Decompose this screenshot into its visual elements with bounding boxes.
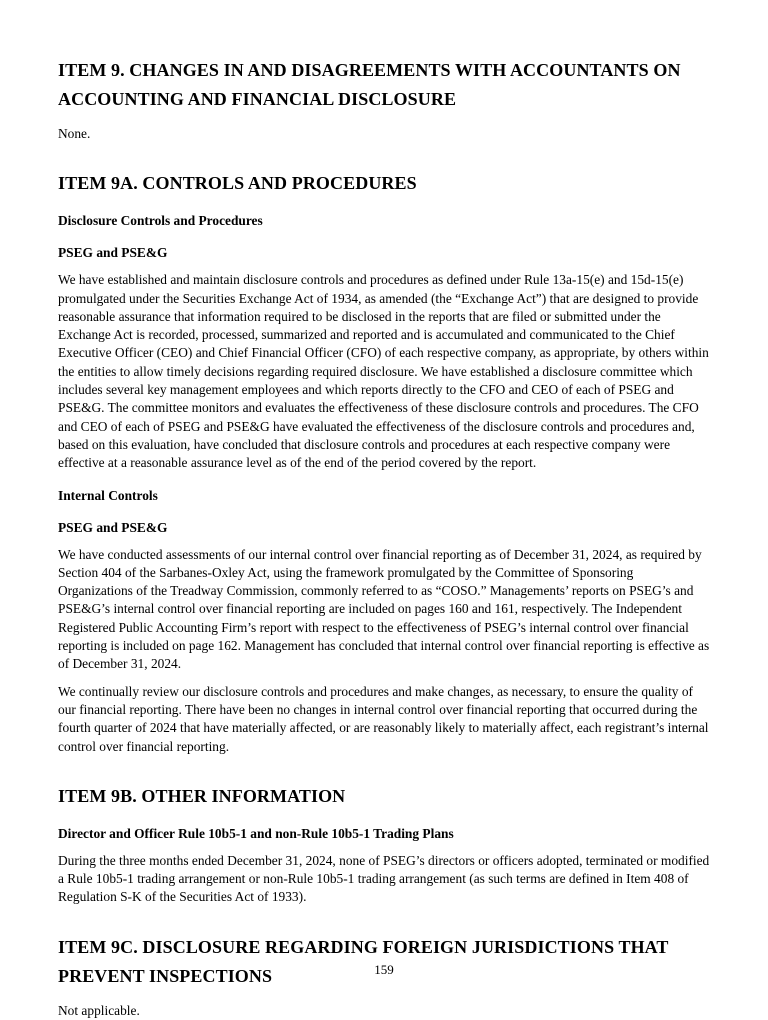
item9a-paragraph-disclosure: We have established and maintain disclosure controls and procedures as defined under Rule 13a-15(e) and 15d-15(e) promulgated under the Securities Exchange Act of 1934, as amended (the “Exchange Act”) that are designed to provide reasonable assurance that information required to be disclosed in the reports that are filed or submitted under the Exchange Act is recorded, processed, summarized and reported and is accumulated and communicated to the Chief Executive Officer (CEO) and Chief Financial Officer (CFO) of each respective company, as appropriate, by others within the entities to allow timely decisions regarding required disclosure. We have established a disclosure committee which includes several key management employees and which reports directly to the CFO and CEO of each of PSEG and PSE&G. The committee monitors and evaluates the effectiveness of these disclosure controls and procedures. The CFO and CEO of each of PSEG and PSE&G have evaluated the effectiveness of the disclosure controls and procedures and, based on this evaluation, have concluded that disclosure controls and procedures at each respective company were effective at a reasonable assurance level as of the end of the period covered by the report. xyxy=(58,272,709,471)
item9a-heading: ITEM 9A. CONTROLS AND PROCEDURES xyxy=(58,173,417,194)
item9a-subhead-pseg-pseg1: PSEG and PSE&G xyxy=(58,245,168,261)
item9a-subhead-internal-controls: Internal Controls xyxy=(58,487,158,503)
item9-heading: ITEM 9. CHANGES IN AND DISAGREEMENTS WITH ACCOUNTANTS ON ACCOUNTING AND FINANCIAL DISCLOSURE xyxy=(58,60,681,109)
item9c-heading: ITEM 9C. DISCLOSURE REGARDING FOREIGN JURISDICTIONS THAT PREVENT INSPECTIONS xyxy=(58,936,669,986)
item9b-paragraph: During the three months ended December 31, 2024, none of PSEG’s directors or officers adopted, terminated or modified a Rule 10b5-1 trading arrangement or non-Rule 10b5-1 trading arrangement (as such terms are defined in Item 408 of Regulation S-K of the Securities Act of 1933). xyxy=(58,852,710,905)
item9a-subhead-disclosure-controls: Disclosure Controls and Procedures xyxy=(58,213,263,229)
item9a-paragraph-internal-2: We continually review our disclosure controls and procedures and make changes, as necessary, to ensure the quality of our financial reporting. There have been no changes in internal control over financial reporting that occurred during the fourth quarter of 2024 that have materially affected, or are reasonably likely to materially affect, each registrant’s internal control over financial reporting. xyxy=(58,683,709,754)
item9b-subhead-trading-plans: Director and Officer Rule 10b5-1 and non-Rule 10b5-1 Trading Plans xyxy=(58,825,454,841)
item9b-heading: ITEM 9B. OTHER INFORMATION xyxy=(58,785,346,806)
item9a-subhead-pseg-pseg2: PSEG and PSE&G xyxy=(58,519,168,535)
page-number: 159 xyxy=(374,962,394,977)
item9-body: None. xyxy=(58,126,91,141)
item9a-paragraph-internal-1: We have conducted assessments of our internal control over financial reporting as of December 31, 2024, as required by Section 404 of the Sarbanes-Oxley Act, using the framework promulgated by the Committee of Sponsoring Organizations of the Treadway Commission, commonly referred to as “COSO.” Managements’ reports on PSEG’s and PSE&G’s internal control over financial reporting are included on pages 160 and 161, respectively. The Independent Registered Public Accounting Firm’s report with respect to the effectiveness of PSEG’s internal control over financial reporting is included on page 162. Management has concluded that internal control over financial reporting is effective as of December 31, 2024. xyxy=(58,546,710,672)
item9c-body: Not applicable. xyxy=(58,1002,140,1018)
